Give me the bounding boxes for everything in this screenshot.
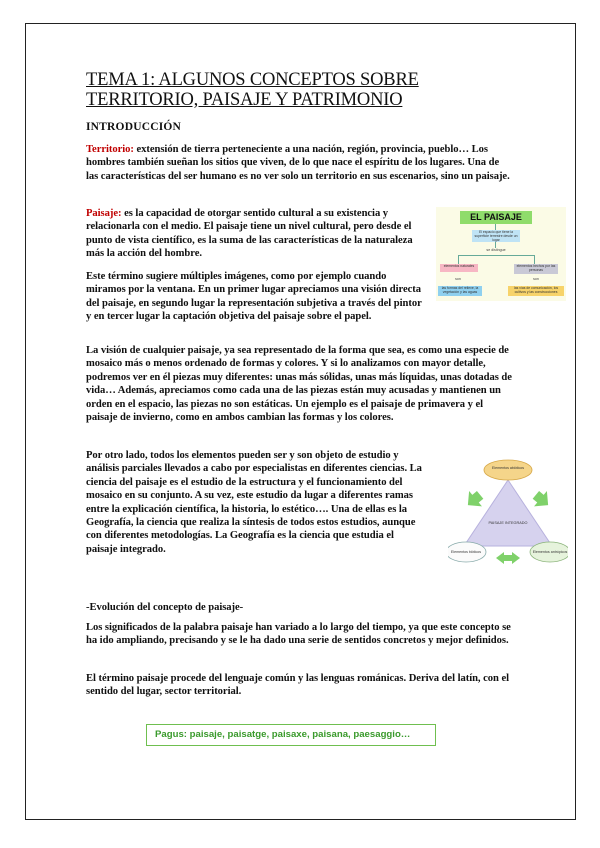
subheading-evolucion: -Evolución del concepto de paisaje- — [86, 602, 244, 613]
label-antropicos: Elementos antrópicos — [532, 550, 568, 554]
triangle-shape — [464, 480, 552, 546]
concept-bottom-right-box: las vías de comunicación, los cultivos y las construcciones — [508, 286, 564, 296]
node-abioticos — [484, 460, 532, 480]
paragraph-mosaico: La visión de cualquier paisaje, ya sea representado de la forma que sea, es como una especie de mosaico más o menos ordenado de formas y colores. Y si lo analizamos con mayor detalle, podremos ver en él piezas muy diferentes: unas más sólidas, unas más líquidas, unas dotadas de vida… Además, apreciamos como cada una de las piezas están muy acusadas y mantienen un orden en el espacio, las piezas no son estáticas. Un ejemplo es el paisaje de primavera y el paisaje de invierno, como en ambos cambian las formas y los colores. — [86, 345, 512, 424]
paragraph-territorio — [86, 143, 512, 183]
label-bioticos: Elementos bióticos — [450, 550, 482, 554]
concept-right-sub: son — [533, 277, 539, 281]
arrow-right-icon — [529, 487, 554, 513]
paisaje-integrado-diagram — [448, 458, 568, 566]
pagus-callout-box: Pagus: paisaje, paisatge, paisaxe, paisana, paesaggio… — [146, 724, 436, 746]
paragraph-imagenes: Este término sugiere múltiples imágenes, como por ejemplo cuando miramos por la ventana. En un primer lugar apreciamos una visión directa del paisaje, en segundo lugar la representación subjetiva a través del pintor y en tercer lugar la captación objetiva del paisaje sobre el papel. — [86, 271, 422, 323]
concept-map-title: EL PAISAJE — [460, 211, 532, 224]
term-territorio: Territorio: — [86, 144, 134, 155]
paragraph-paisaje — [86, 207, 424, 261]
concept-right-box: elementos hechos por las personas — [514, 264, 558, 274]
page-title: TEMA 1: ALGUNOS CONCEPTOS SOBRE TERRITORIO, PAISAJE Y PATRIMONIO — [86, 70, 419, 110]
definition-paisaje: es la capacidad de otorgar sentido cultural a su existencia y relacionarla con el medio. El paisaje tiene un nivel cultural, pero desde el punto de vista científico, es la suma de las características de la naturaleza más la acción del hombre. — [86, 208, 413, 260]
concept-left-sub: son — [455, 277, 461, 281]
concept-mid-label: se distingue — [486, 248, 506, 252]
paragraph-significados: Los significados de la palabra paisaje han variado a lo largo del tiempo, ya que este concepto se ha ido ampliando, precisando y se le ha dado una serie de sentidos concretos y mejor definidos. — [86, 622, 511, 647]
connector — [534, 255, 535, 264]
term-paisaje: Paisaje: — [86, 208, 122, 219]
concept-bottom-left-box: las formas del relieve, la vegetación y las aguas — [438, 286, 482, 296]
connector — [458, 255, 534, 256]
paragraph-origen: El término paisaje procede del lenguaje común y las lenguas románicas. Deriva del latín, con el sentido del lugar, sector territorial. — [86, 673, 510, 698]
connector — [458, 255, 459, 264]
concept-left-box: elementos naturales — [440, 264, 478, 272]
paisaje-concept-map — [436, 207, 566, 301]
arrow-left-icon — [461, 487, 486, 513]
paragraph-ciencia: Por otro lado, todos los elementos pueden ser y son objeto de estudio y análisis parciales llevados a cabo por especialistas en diferentes ciencias. La ciencia del paisaje es el estudio de la estructura y el funcionamiento del mosaico en su conjunto. A su vez, este estudio da lugar a diferentes ramas entre la explicación científica, la historia, lo estético…. Una de ellas es la Geografía, la ciencia que realiza la síntesis de todos estos estudios, aunque con diferentes metodologías. La Geografía es la ciencia que estudia el paisaje integrado. — [86, 450, 422, 555]
section-heading-introduccion: INTRODUCCIÓN — [86, 121, 182, 133]
arrow-bottom-icon — [496, 552, 520, 564]
label-abioticos: Elementos abióticos — [491, 466, 525, 470]
label-integrado: PAISAJE INTEGRADO — [488, 521, 528, 525]
definition-territorio: extensión de tierra perteneciente a una nación, región, provincia, pueblo… Los hombres también sueñan los sitios que viven, de lo que nace el espíritu de los lugares. Una de las características del ser humano es no ver solo un territorio en sus escenarios, sino un paisaje. — [86, 144, 510, 182]
concept-top-box: El espacio que tiene la superficie terrestre desde un lugar — [472, 230, 520, 242]
